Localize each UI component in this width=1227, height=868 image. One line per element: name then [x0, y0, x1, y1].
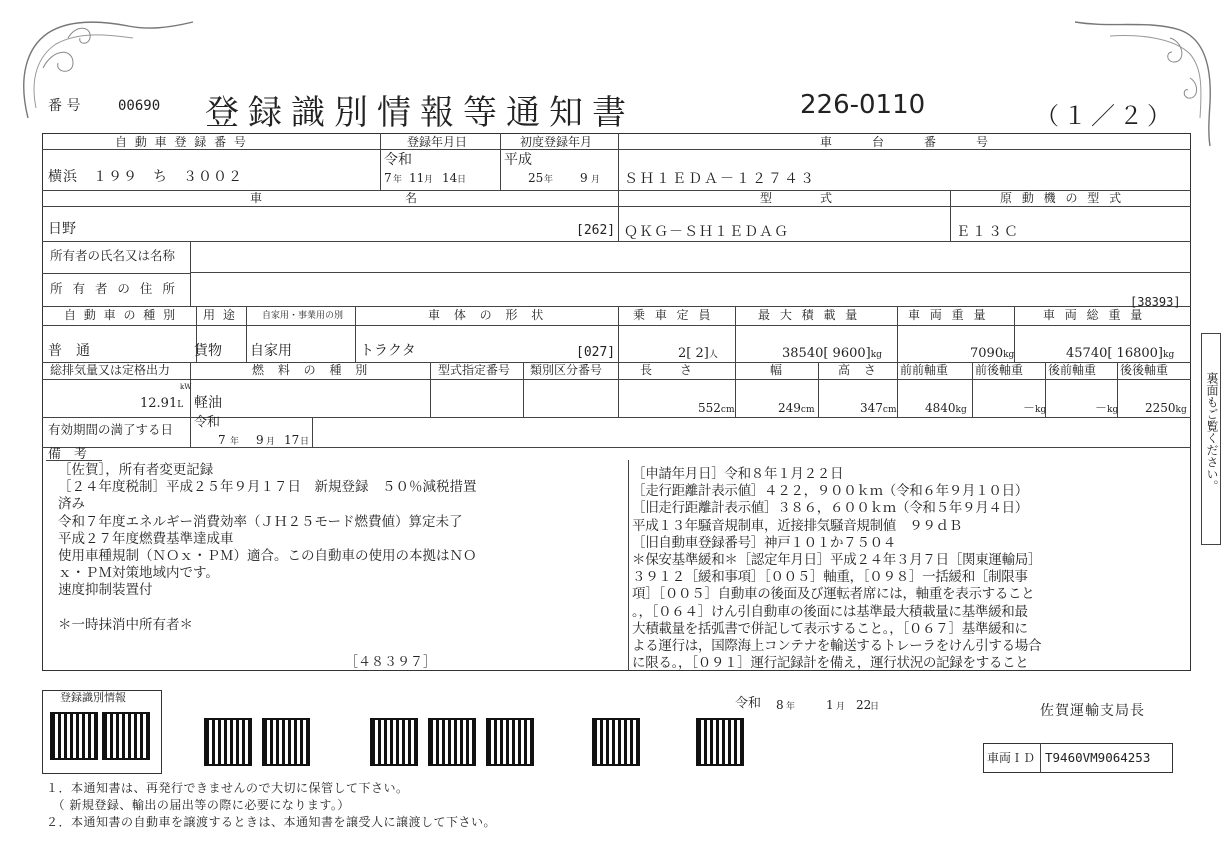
weight-label: 車 両 重 量	[908, 308, 989, 322]
qr-code	[696, 718, 744, 766]
chassis-label: 車 台 番 号	[820, 135, 1003, 149]
qr-code	[262, 718, 310, 766]
body-label: 車 体 の 形 状	[428, 308, 549, 322]
length-label: 長 さ	[640, 363, 701, 377]
expiry-label: 有効期間の満了する日	[48, 422, 174, 437]
model-value: ＱＫＧ－ＳＨ１ＥＤＡＧ	[624, 224, 789, 240]
name-label: 名	[405, 191, 420, 205]
owner-name-label: 所有者の氏名又は名称	[50, 248, 176, 263]
rf-axle-label: 後前軸重	[1048, 363, 1097, 377]
width-label: 幅	[770, 363, 785, 377]
vehicle-id-label: 車両ＩＤ	[987, 751, 1036, 765]
remarks-line: ＊一時抹消中所有者＊	[58, 616, 193, 633]
doc-code: 226-0110	[800, 90, 926, 120]
page-title: 登録識別情報等通知書	[205, 93, 635, 133]
displacement-label: 総排気量又は定格出力	[50, 363, 171, 377]
car-code: [262]	[576, 223, 616, 238]
vehicle-id-value: T9460VM9064253	[1045, 750, 1151, 765]
qr-code	[486, 718, 534, 766]
type-label: 自 動 車 の 種 別	[64, 308, 178, 322]
owner-code: [38393]	[1130, 295, 1181, 309]
body-code: [027]	[576, 345, 616, 360]
height-value: 347cm	[860, 401, 897, 415]
footer-note: ２．本通知書の自動車を譲渡するときは、本通知書を譲受人に譲渡して下さい。	[46, 815, 497, 829]
first-era: 平成	[504, 152, 532, 168]
type-value: 普 通	[48, 343, 90, 359]
private-value: 自家用	[250, 343, 292, 359]
reg-no-label: 自 動 車 登 録 番 号	[115, 135, 248, 149]
remarks-line: 平成１３年騒音規制車，近接排気騒音規制値 ９９ｄＢ	[632, 517, 962, 534]
max-load-label: 最 大 積 載 量	[758, 308, 861, 322]
remarks-line: ［申請年月日］令和８年１月２２日	[632, 466, 844, 482]
remarks-line: 項］［００５］自動車の後面及び運転者席には，軸重を表示すること	[632, 586, 1035, 603]
ff-axle-label: 前前軸重	[900, 363, 949, 377]
number-label: 番 号	[48, 98, 81, 114]
remarks-line: ３９１２［緩和事項］［００５］軸重，［０９８］一括緩和［制限事	[632, 569, 1028, 586]
page-indicator: （１／２）	[1035, 102, 1175, 130]
weight-value: 7090kg	[970, 346, 1015, 361]
footer-note: （ 新規登録、輸出の届出等の際に必要になります。）	[46, 798, 350, 812]
reg-era: 令和	[384, 152, 412, 168]
length-value: 552cm	[698, 401, 735, 415]
qr-code	[370, 718, 418, 766]
reg-info-label: 登録識別情報	[60, 691, 126, 704]
remarks-right	[632, 466, 1190, 672]
engine-label: 原 動 機 の 型 式	[1000, 191, 1125, 205]
qr-code	[50, 712, 98, 760]
expiry-era: 令和	[194, 415, 221, 430]
first-reg-label: 初度登録年月	[520, 135, 593, 149]
qr-code	[204, 718, 252, 766]
remarks-line: ＊保安基準緩和＊［認定年月日］平成２４年３月７日［関東運輸局］	[632, 552, 1042, 569]
kw-unit: kW	[180, 383, 192, 391]
remarks-line: ［旧自動車登録番号］神戸１０１か７５０４	[632, 534, 896, 551]
remarks-line: ［２４年度税制］平成２５年９月１７日 新規登録 ５０％減税措置	[58, 479, 477, 496]
gross-value: 45740[ 16800]kg	[1066, 346, 1175, 361]
remarks-line: 済み	[58, 496, 85, 513]
corner-ornament-left	[8, 8, 198, 128]
reg-date-label: 登録年月日	[407, 135, 468, 149]
qr-code	[102, 712, 150, 760]
footer-note: １．本通知書は、再発行できませんので大切に保管して下さい。	[46, 781, 409, 795]
use-value: 貨物	[194, 343, 222, 359]
remarks-line: 速度抑制装置付	[58, 582, 153, 599]
fuel-value: 軽油	[194, 395, 222, 411]
body-value: トラクタ	[360, 343, 416, 359]
capacity-label: 乗 車 定 員	[633, 308, 714, 322]
displacement-value: 12.91L	[140, 396, 184, 411]
car-name: 日野	[48, 221, 76, 237]
remarks-line: よる運行は，国際海上コンテナを輸送するトレーラをけん引する場合	[632, 638, 1042, 655]
chassis-value: ＳＨ１ＥＤＡ－１２７４３	[624, 171, 816, 187]
remarks-label: 備 考	[48, 447, 88, 462]
remarks-line: ［走行距離計表示値］４２２，９００ｋｍ（令和６年９月１０日）	[632, 483, 1028, 500]
number-value: 00690	[118, 98, 161, 114]
issuer: 佐賀運輸支局長	[1040, 703, 1145, 719]
ff-axle-value: 4840kg	[925, 401, 967, 415]
remarks-left	[58, 462, 618, 634]
max-load-value: 38540[ 9600]kg	[782, 346, 882, 361]
rr-axle-label: 後後軸重	[1120, 363, 1169, 377]
reg-no-value: 横浜 １９９ ち ３００２	[48, 169, 243, 185]
remarks-line: 平成２７年度燃費基準達成車	[58, 530, 234, 547]
remarks-line: ［佐賀］，所有者変更記録	[58, 462, 214, 478]
fr-axle-value: －kg	[1023, 401, 1047, 415]
side-note: 裏面もご覧ください。	[1205, 372, 1219, 492]
remarks-code: ［４８３９７］	[345, 655, 437, 670]
fuel-label: 燃 料 の 種 別	[252, 363, 373, 377]
fr-axle-label: 前後軸重	[975, 363, 1024, 377]
remarks-line: 令和７年度エネルギー消費効率（ＪＨ２５モード燃費値）算定未了	[58, 513, 463, 530]
remarks-line	[58, 600, 618, 617]
car-label: 車	[250, 191, 265, 205]
height-label: 高 さ	[838, 363, 881, 377]
remarks-line: 。，［０６４］けん引自動車の後面には基準最大積載量に基準緩和最	[632, 603, 1028, 620]
model-label: 型 式	[760, 191, 841, 205]
qr-code	[592, 718, 640, 766]
capacity-value: 2[ 2]人	[678, 346, 718, 361]
width-value: 249cm	[778, 401, 815, 415]
rf-axle-value: －kg	[1095, 401, 1119, 415]
engine-value: Ｅ１３Ｃ	[956, 224, 1020, 240]
rr-axle-value: 2250kg	[1145, 401, 1187, 415]
private-label: 自家用・事業用の別	[262, 311, 344, 321]
type-approval-label: 型式指定番号	[438, 363, 511, 377]
remarks-line: ［旧走行距離計表示値］３８６，６００ｋｍ（令和５年９月４日）	[632, 500, 1028, 517]
qr-code	[428, 718, 476, 766]
remarks-line: 使用車種規制（ＮＯｘ・ＰＭ）適合。この自動車の使用の本拠はＮＯ	[58, 548, 477, 565]
use-label: 用 途	[203, 308, 237, 322]
remarks-line: 大積載量を括弧書で併記して表示すること。，［０６７］基準緩和に	[632, 620, 1028, 637]
class-label: 類別区分番号	[530, 363, 603, 377]
gross-label: 車 両 総 重 量	[1043, 308, 1146, 322]
remarks-line: に限る。，［０９１］運行記録計を備え，運行状況の記録をすること	[632, 655, 1029, 672]
owner-address-label: 所 有 者 の 住 所	[50, 281, 178, 296]
remarks-line: ｘ・ＰＭ対策地域内です。	[58, 565, 219, 582]
